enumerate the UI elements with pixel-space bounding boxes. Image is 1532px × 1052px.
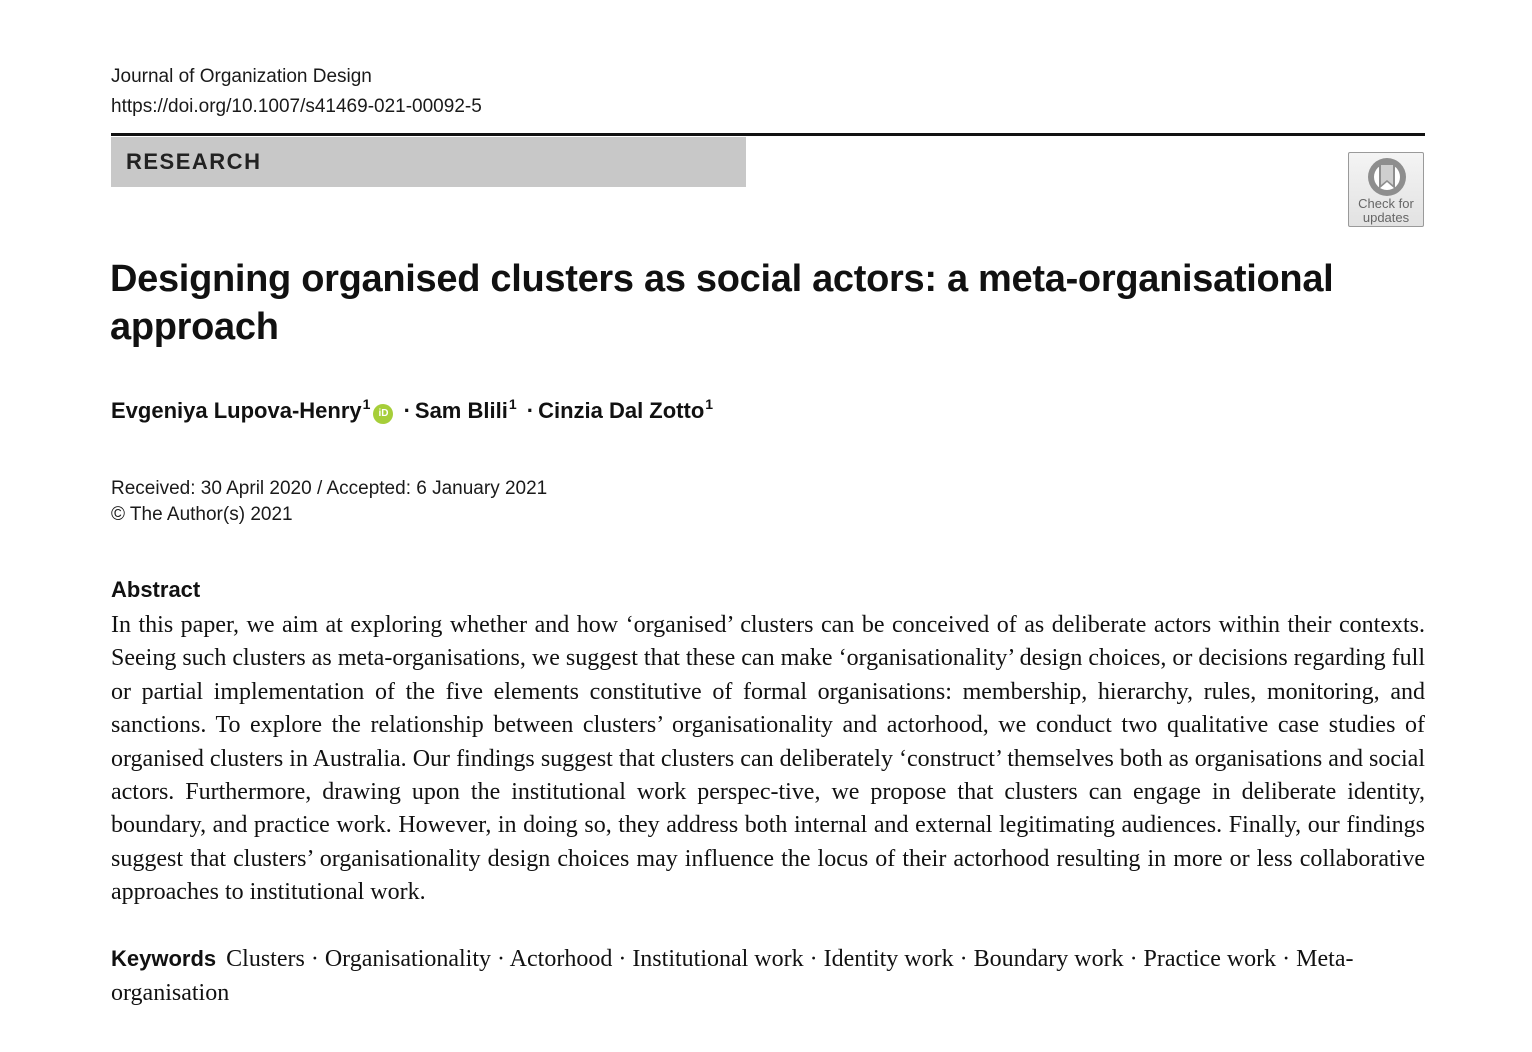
author-name[interactable]: Evgeniya Lupova-Henry [111,398,362,423]
keywords-section [111,942,1425,1010]
journal-header [111,62,482,122]
journal-name: Journal of Organization Design [111,66,372,87]
author-separator: · [526,398,535,423]
author-name[interactable]: Cinzia Dal Zotto [538,398,705,423]
doi-link[interactable]: https://doi.org/10.1007/s41469-021-00092-5 [111,96,482,117]
received-accepted-dates: Received: 30 April 2020 / Accepted: 6 January 2021 [111,478,548,499]
abstract-text: In this paper, we aim at exploring whether and how ‘organised’ clusters can be conceived of as deliberate actors within their contexts. Seeing such clusters as meta-organisations, we suggest that these can make ‘organisationality’ design choices, or decisions regarding full or partial implementation of the five elements constitutive of formal organisations: membership, hierarchy, rules, monitoring, and sanctions. To explore the relationship between clusters’ organisationality and actorhood, we conduct two qualitative case studies of organised clusters in Australia. Our findings suggest that clusters can deliberately ‘construct’ themselves both as organisations and social actors. Furthermore, drawing upon the institutional work perspec-tive, we propose that clusters can engage in deliberate identity, boundary, and practice work. However, in doing so, they address both internal and external legitimating audiences. Finally, our findings suggest that clusters’ organisationality design choices may influence the locus of their actorhood resulting in more or less collaborative approaches to institutional work. [111,612,1425,906]
crossmark-icon [1362,156,1412,198]
author-affiliation: 1 [705,396,714,412]
paper-title: Designing organised clusters as social actors: a meta-organisational approach [110,258,1334,348]
doi-line [111,92,482,122]
author-affiliation: 1 [508,396,517,412]
publication-dates [111,476,547,528]
orcid-icon[interactable]: iD [373,404,393,424]
keywords-label: Keywords [111,946,217,971]
author-affiliation: 1 [362,396,371,412]
section-label: RESEARCH [126,149,262,174]
check-for-updates-button[interactable] [1348,152,1424,227]
section-bar [111,137,746,187]
header-rule [111,133,1425,136]
abstract-heading: Abstract [111,577,201,602]
author-separator: · [403,398,411,423]
author-list [111,396,713,424]
keywords-list: Clusters · Organisationality · Actorhood · Institutional work · Identity work · Boundary work · Practice work · Meta-organisation [111,946,1354,1006]
check-for-updates-label: Check for updates [1358,196,1414,225]
author-name[interactable]: Sam Blili [414,398,508,423]
copyright-notice: © The Author(s) 2021 [111,504,293,525]
